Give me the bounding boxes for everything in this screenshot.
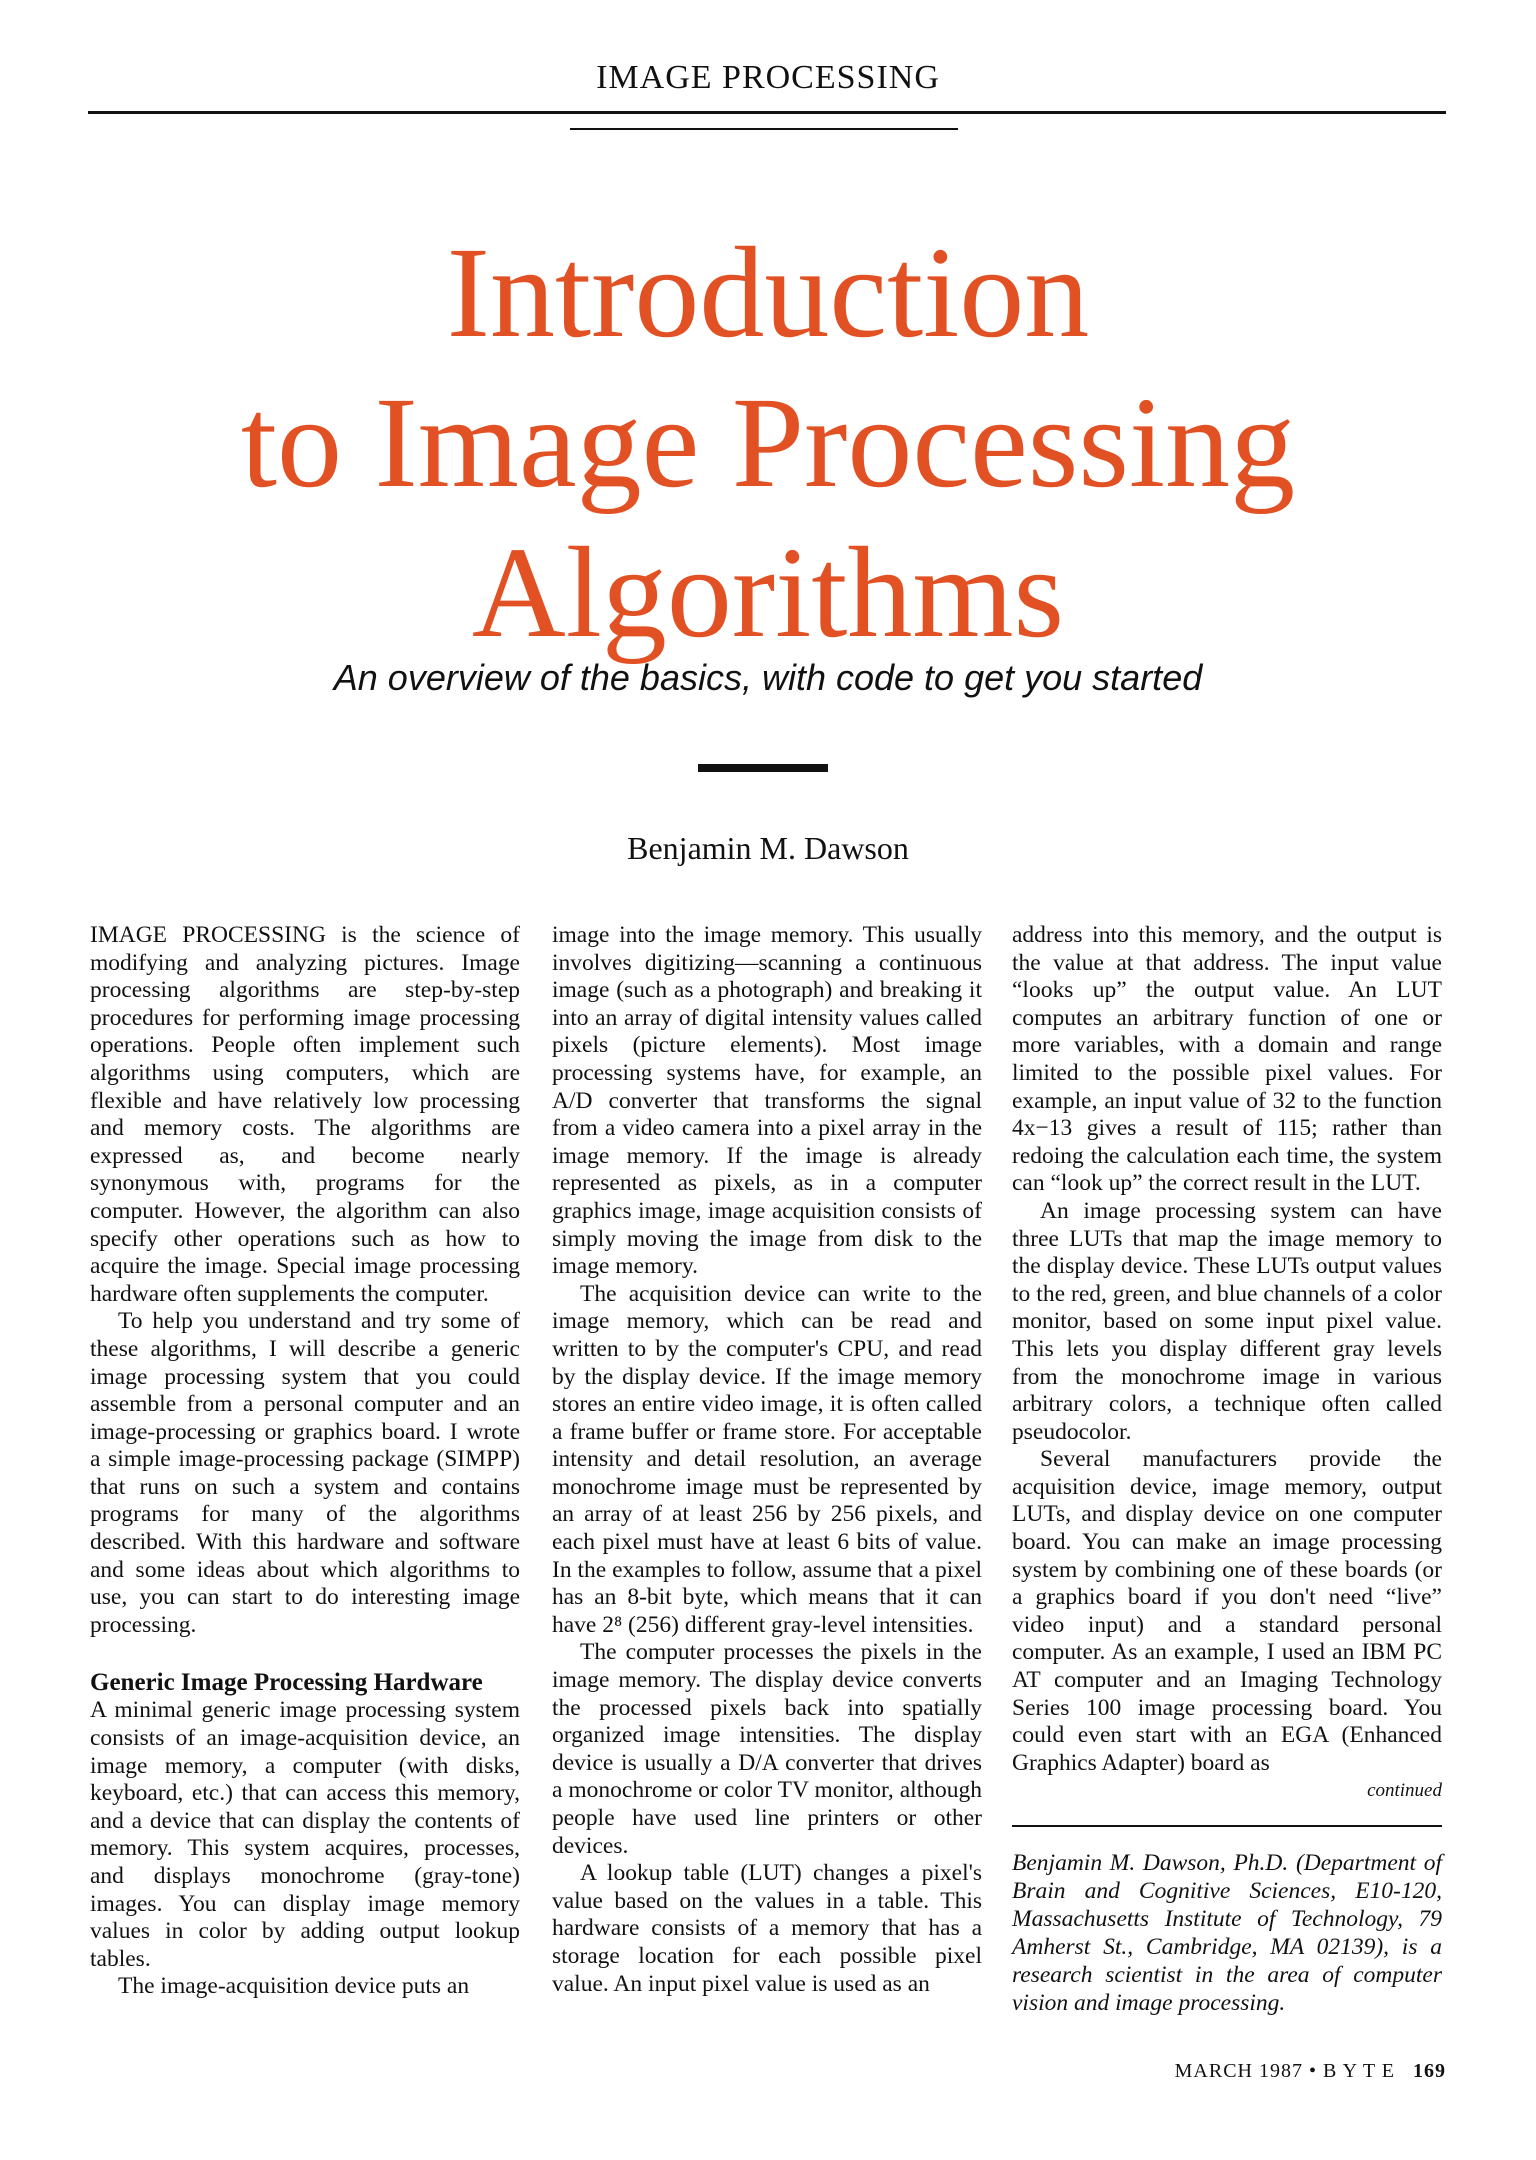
paragraph: The acquisition device can write to the image memory, which can be read and written to by the computer's CPU, and read by the display device. If the image memory stores an entire video image, it is often called a frame buffer or frame store. For acceptable intensity and detail resolution, an average monochrome image must be represented by an array of at least 256 by 256 pixels, and each pixel must have at least 6 bits of value. In the examples to follow, assume that a pixel has an 8-bit byte, which means that it can have 2⁸ (256) different gray-level intensities. [552,1280,982,1638]
header-short-rule [570,128,958,130]
column-1 [90,922,520,2001]
paragraph: The image-acquisition device puts an [118,1973,470,2000]
paragraph: The computer processes the pixels in the image memory. The display device converts the processed pixels back into spatially organized image intensities. The display device is usually a D/A converter that drives a monochrome or color TV monitor, although people have used line printers or other devices. [552,1639,982,1859]
title-line-1: Introduction [446,221,1090,365]
paragraph: An image processing system can have three LUTs that map the image memory to the display device. These LUTs output values to the red, green, and blue channels of a color monitor, based on some input pixel value. This lets you display different gray levels from the monochrome image in various arbitrary colors, a technique often called pseudocolor. [1012,1197,1442,1445]
paragraph: address into this memory, and the output is the value at that address. The input value “looks up” the output value. An LUT computes an arbitrary function of one or more variables, with a domain and range limited to the possible pixel values. For example, an input value of 32 to the function 4x−13 gives a result of 115; rather than redoing the calculation each time, the system can “look up” the correct result in the LUT. [1012,922,1442,1197]
page-number: 169 [1413,2060,1446,2082]
issue-label: MARCH 1987 • B Y T E [1174,2060,1395,2082]
paragraph: Several manufacturers provide the acquisition device, image memory, output LUTs, and display device on one computer board. You can make an image processing system by combining one of these boards (or a graphics board if you don't need “live” video input) and a standard personal computer. As an example, I used an IBM PC AT computer and an Imaging Technology Series 100 image processing board. You could even start with an EGA (Enhanced Graphics Adapter) board as [1012,1446,1442,1776]
title-line-2: to Image Processing [240,371,1296,515]
article-subtitle: An overview of the basics, with code to get you started [333,657,1203,698]
paragraph: A minimal generic image processing system consists of an image-acquisition device, an image memory, a computer (with disks, keyboard, etc.) that can access this memory, and a device that can display the contents of memory. This system acquires, processes, and displays monochrome (gray-tone) images. You can display image memory values in color by adding output lookup tables. [90,1697,520,1972]
paragraph: To help you understand and try some of these algorithms, I will describe a generic image processing system that you could assemble from a personal computer and an image-processing or graphics board. I wrote a simple image-processing package (SIMPP) that runs on such a system and contains programs for many of the algorithms described. With this hardware and software and some ideas about which algorithms to use, you can start to do interesting image processing. [90,1308,520,1638]
author-byline: Benjamin M. Dawson [627,830,909,866]
title-line-3: Algorithms [471,521,1065,665]
section-header: IMAGE PROCESSING [596,59,940,96]
paragraph: IMAGE PROCESSING is the science of modifying and analyzing pictures. Image processing algorithms are step-by-step procedures for performing image processing operations. People often implement such algorithms using computers, which are flexible and have relatively low processing and memory costs. The algorithms are expressed as, and become nearly synonymous with, programs for the computer. However, the algorithm can also specify other operations such as how to acquire the image. Special image processing hardware often supplements the computer. [90,922,520,1307]
section-heading: Generic Image Processing Hardware [90,1669,483,1697]
paragraph: image into the image memory. This usually involves digitizing—scanning a continuous image (such as a photograph) and breaking it into an array of digital intensity values called pixels (picture elements). Most image processing systems have, for example, an A/D converter that transforms the signal from a video camera into a pixel array in the image memory. If the image is already represented as pixels, as in a computer graphics image, image acquisition consists of simply moving the image from disk to the image memory. [552,922,982,1280]
paragraph: A lookup table (LUT) changes a pixel's value based on the values in a table. This hardware consists of a memory that has a storage location for each possible pixel value. An input pixel value is used as an [552,1860,982,1997]
column-2 [552,922,982,1998]
header-rule [88,111,1446,114]
title-divider [698,764,828,772]
column-3 [1012,922,1442,2017]
author-bio: Benjamin M. Dawson, Ph.D. (Department of Brain and Cognitive Sciences, E10-120, Massachusetts Institute of Technology, 79 Amherst St., Cambridge, MA 02139), is a research scientist in the area of computer vision and image processing. [1012,1850,1442,2016]
bio-rule [1012,1825,1442,1827]
article-title [0,218,1536,668]
continued-label: continued [1367,1780,1442,1802]
page-footer [1175,2060,1446,2083]
